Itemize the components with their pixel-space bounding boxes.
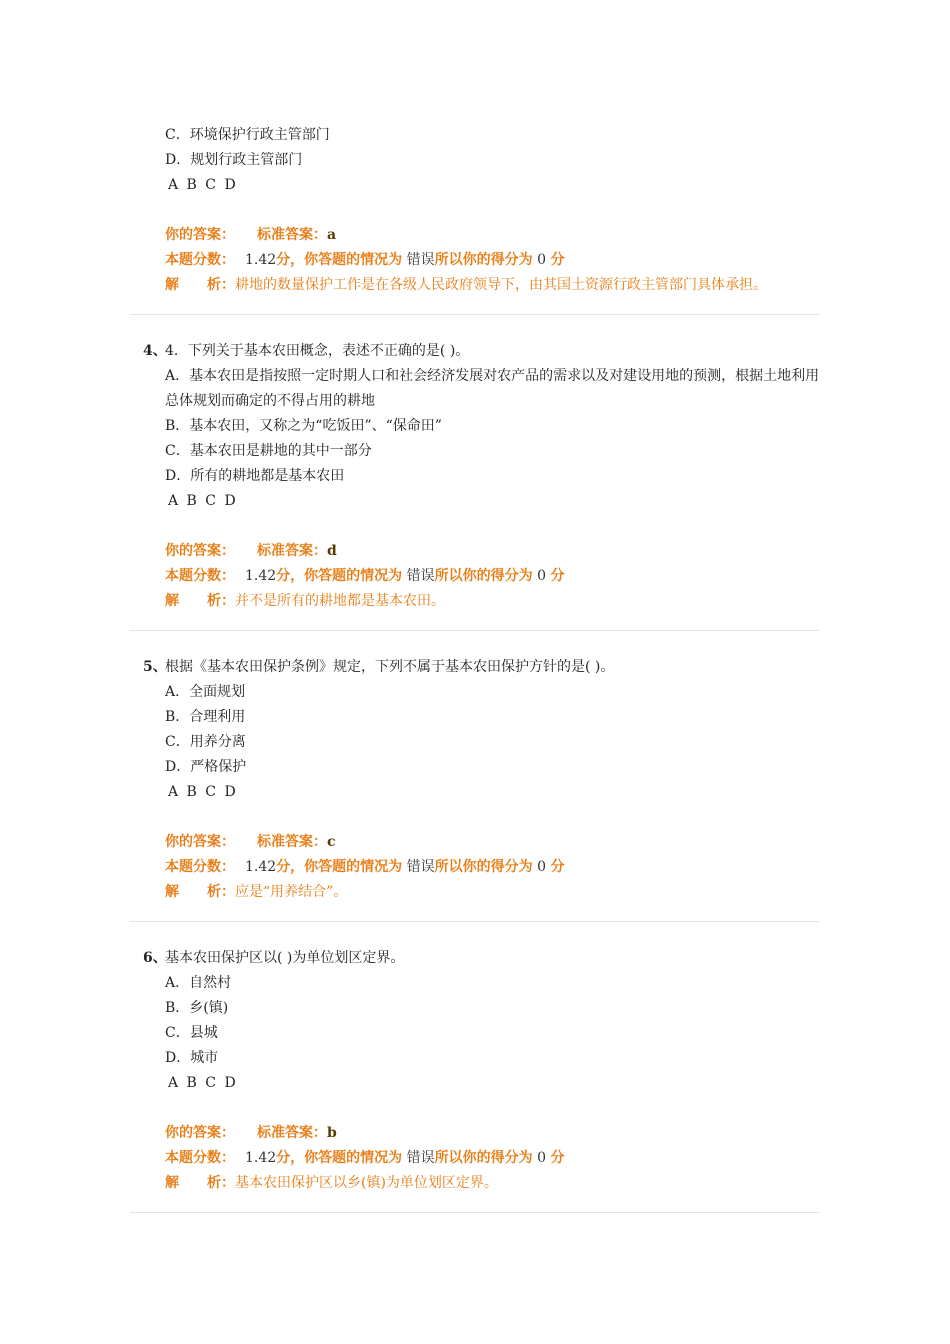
score-label: 本题分数： — [165, 859, 235, 875]
answer-line — [165, 539, 820, 564]
analysis-label: 解 析： — [165, 593, 235, 609]
option-d: D．所有的耕地都是基本农田 — [165, 468, 345, 484]
score-label: 本题分数： — [165, 1150, 235, 1166]
your-answer-label: 你的答案： — [165, 543, 235, 559]
option-c: C．环境保护行政主管部门 — [165, 127, 330, 143]
score-unit: 分 — [550, 859, 565, 875]
std-answer-label: 标准答案： — [257, 227, 327, 243]
choice-letters: A B C D — [168, 177, 238, 193]
score-unit: 分 — [550, 1150, 565, 1166]
score-mid: 分，你答题的情况为 — [276, 1150, 403, 1166]
option-b: B．基本农田，又称之为“吃饭田”、“保命田” — [165, 418, 442, 434]
analysis-text: 应是“用养结合”。 — [235, 884, 348, 900]
question-stem: 4．下列关于基本农田概念，表述不正确的是( )。 — [165, 343, 470, 359]
score-value: 1.42 — [245, 1150, 277, 1166]
option-b: B．乡(镇) — [165, 1000, 229, 1016]
analysis-text: 耕地的数量保护工作是在各级人民政府领导下，由其国土资源行政主管部门具体承担。 — [235, 277, 767, 293]
question-stem: 根据《基本农田保护条例》规定，下列不属于基本农田保护方针的是( )。 — [165, 659, 615, 675]
answer-line — [165, 830, 820, 855]
result-wrong: 错误 — [406, 252, 435, 268]
option-c: C．县城 — [165, 1025, 218, 1041]
score-label: 本题分数： — [165, 252, 235, 268]
option-d: D．规划行政主管部门 — [165, 152, 303, 168]
result-wrong: 错误 — [406, 859, 435, 875]
score-tail: 所以你的得分为 — [434, 859, 533, 875]
option-a: A．自然村 — [165, 975, 232, 991]
option-a: A．基本农田是指按照一定时期人口和社会经济发展对农产品的需求以及对建设用地的预测，根据土地利用总体规划而确定的不得占用的耕地 — [165, 368, 820, 409]
score-line — [165, 248, 820, 273]
score-zero: 0 — [537, 568, 546, 584]
score-line — [165, 1146, 820, 1171]
choice-letters: A B C D — [168, 493, 238, 509]
option-c: C．基本农田是耕地的其中一部分 — [165, 443, 372, 459]
analysis-label: 解 析： — [165, 1175, 235, 1191]
score-value: 1.42 — [245, 252, 277, 268]
score-value: 1.42 — [245, 568, 277, 584]
divider — [130, 314, 820, 315]
score-tail: 所以你的得分为 — [434, 1150, 533, 1166]
question-stem: 基本农田保护区以( )为单位划区定界。 — [165, 950, 405, 966]
std-answer-value: c — [327, 834, 336, 850]
question-number: 4、 — [143, 343, 167, 359]
result-wrong: 错误 — [406, 1150, 435, 1166]
answer-line — [165, 1121, 820, 1146]
std-answer-value: a — [327, 227, 337, 243]
answer-line — [165, 223, 820, 248]
std-answer-value: b — [327, 1125, 337, 1141]
score-tail: 所以你的得分为 — [434, 252, 533, 268]
score-zero: 0 — [537, 252, 546, 268]
question-5 — [130, 655, 820, 910]
choice-letters: A B C D — [168, 784, 238, 800]
analysis-line — [165, 880, 820, 905]
std-answer-label: 标准答案： — [257, 543, 327, 559]
option-d: D．严格保护 — [165, 759, 247, 775]
score-mid: 分，你答题的情况为 — [276, 252, 403, 268]
score-label: 本题分数： — [165, 568, 235, 584]
score-line — [165, 855, 820, 880]
your-answer-label: 你的答案： — [165, 227, 235, 243]
result-wrong: 错误 — [406, 568, 435, 584]
score-tail: 所以你的得分为 — [434, 568, 533, 584]
analysis-label: 解 析： — [165, 277, 235, 293]
analysis-label: 解 析： — [165, 884, 235, 900]
divider — [130, 630, 820, 631]
analysis-text: 并不是所有的耕地都是基本农田。 — [235, 593, 445, 609]
analysis-line — [165, 1171, 820, 1196]
score-line — [165, 564, 820, 589]
std-answer-value: d — [327, 543, 337, 559]
score-unit: 分 — [550, 252, 565, 268]
your-answer-label: 你的答案： — [165, 834, 235, 850]
std-answer-label: 标准答案： — [257, 1125, 327, 1141]
option-a: A．全面规划 — [165, 684, 246, 700]
score-zero: 0 — [537, 1150, 546, 1166]
score-unit: 分 — [550, 568, 565, 584]
option-c: C．用养分离 — [165, 734, 246, 750]
analysis-line — [165, 273, 820, 298]
option-b: B．合理利用 — [165, 709, 246, 725]
analysis-text: 基本农田保护区以乡(镇)为单位划区定界。 — [235, 1175, 498, 1191]
your-answer-label: 你的答案： — [165, 1125, 235, 1141]
score-mid: 分，你答题的情况为 — [276, 859, 403, 875]
question-number: 6、 — [143, 950, 167, 966]
score-mid: 分，你答题的情况为 — [276, 568, 403, 584]
question-3-tail — [130, 123, 820, 303]
std-answer-label: 标准答案： — [257, 834, 327, 850]
divider — [130, 1212, 820, 1213]
question-number: 5、 — [143, 659, 167, 675]
option-d: D．城市 — [165, 1050, 219, 1066]
choice-letters: A B C D — [168, 1075, 238, 1091]
question-6 — [130, 946, 820, 1201]
score-zero: 0 — [537, 859, 546, 875]
divider — [130, 921, 820, 922]
analysis-line — [165, 589, 820, 614]
question-4 — [130, 339, 820, 619]
score-value: 1.42 — [245, 859, 277, 875]
